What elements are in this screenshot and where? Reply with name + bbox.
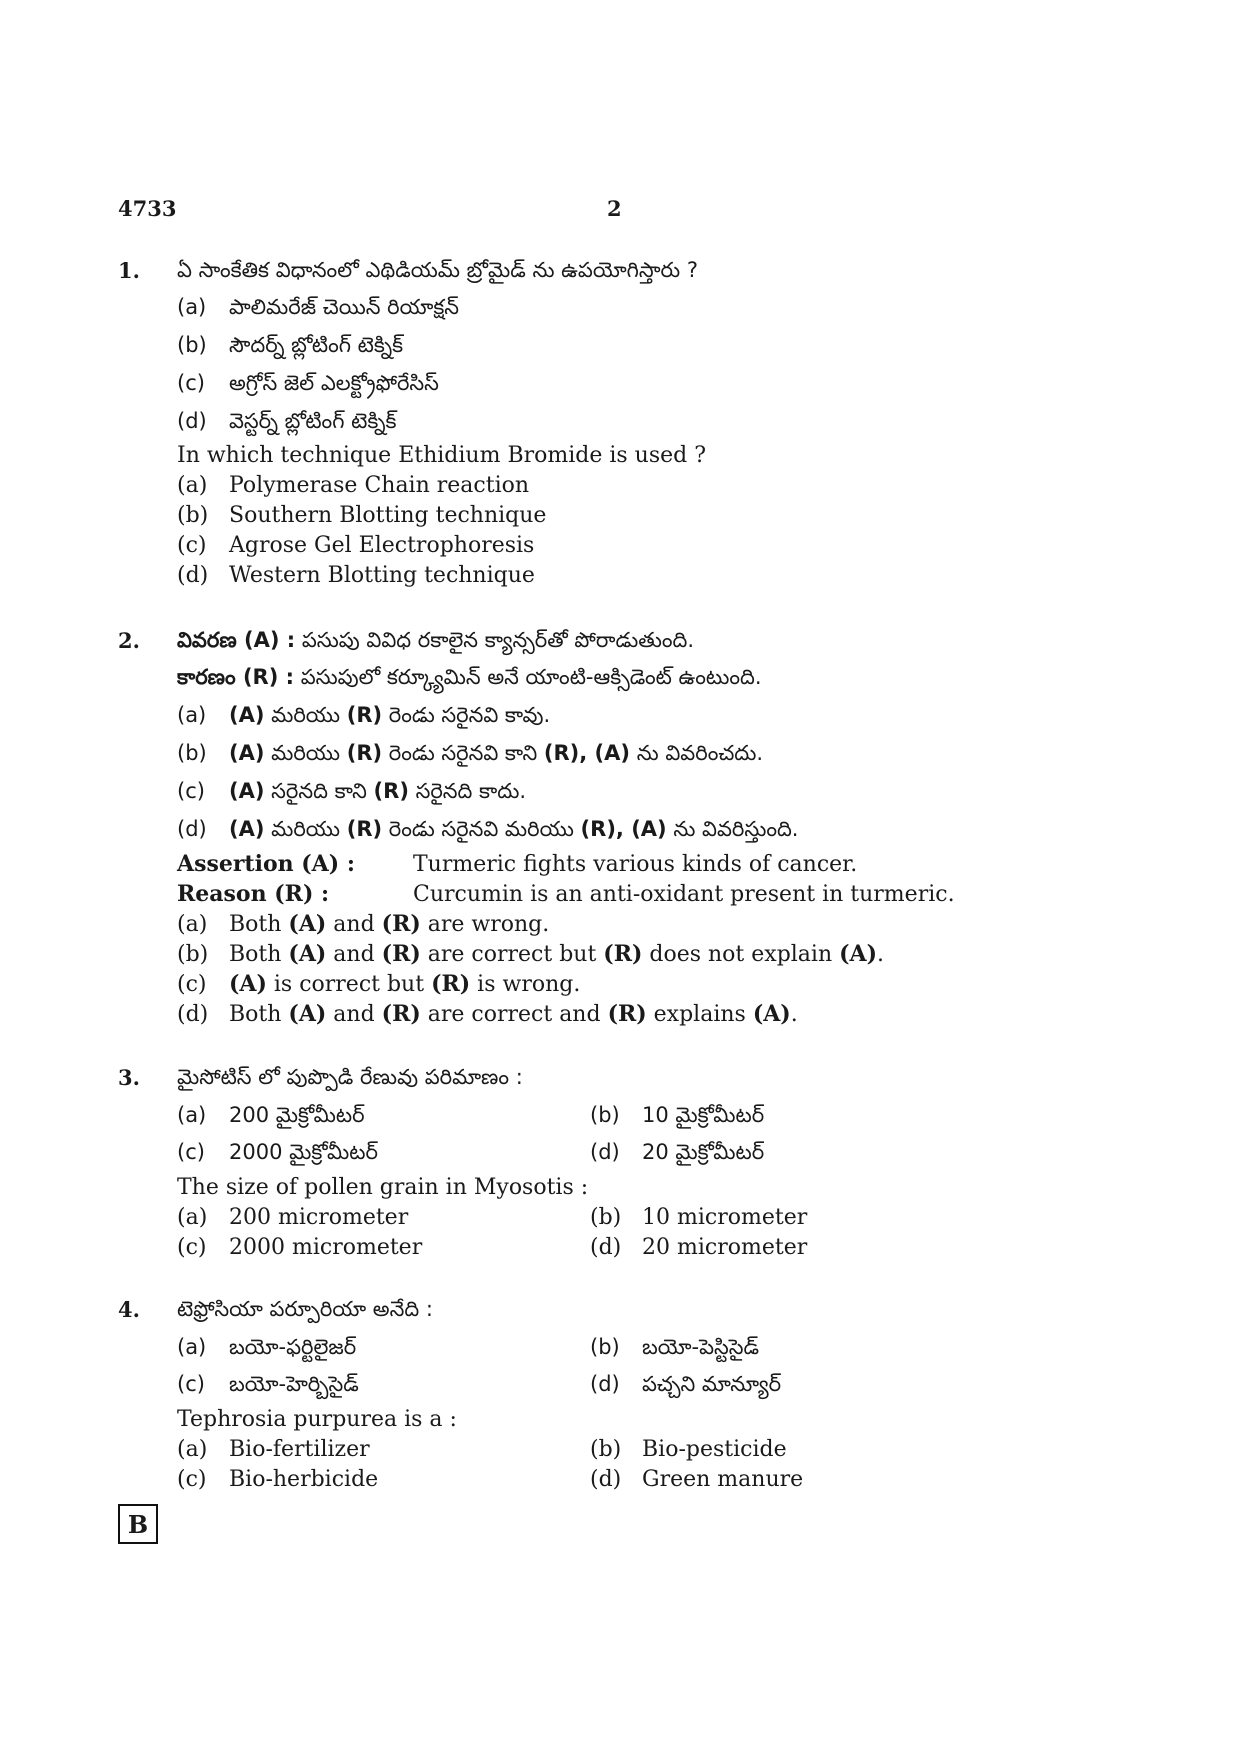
option-part: (R)	[603, 941, 643, 967]
q3-english-option-d	[590, 1233, 807, 1263]
q4-telugu-option-b	[590, 1332, 759, 1362]
question-number-4: 4.	[118, 1297, 140, 1322]
q1-english-option-a	[177, 471, 529, 501]
option-tag: (a)	[177, 1103, 207, 1127]
option-part: and	[326, 1002, 382, 1027]
option-tag: (d)	[177, 563, 209, 588]
q2-english-option-a	[177, 909, 549, 939]
reason-text: Curcumin is an anti-oxidant present in turmeric.	[413, 882, 955, 907]
option-text: Polymerase Chain reaction	[229, 473, 530, 498]
question-number-2: 2.	[118, 628, 140, 653]
assertion-text: Turmeric fights various kinds of cancer.	[413, 852, 858, 877]
q4-telugu-stem: టెఫ్రోసియా పర్పూరియా అనేది :	[177, 1297, 433, 1321]
option-part: (A)	[288, 911, 327, 937]
option-part: Both	[229, 1002, 289, 1027]
option-part: (A)	[839, 941, 878, 967]
q3-telugu-option-b	[590, 1100, 764, 1130]
option-text: 20 micrometer	[642, 1235, 808, 1260]
option-tag: (a)	[177, 1205, 208, 1230]
option-text: బయో-హెర్బిసైడ్	[229, 1372, 359, 1396]
assertion-label: వివరణ (A) :	[177, 628, 296, 652]
option-part: (R), (A)	[543, 741, 631, 765]
option-text: 200 మైక్రోమీటర్	[229, 1103, 365, 1127]
q3-english-option-a	[177, 1203, 408, 1233]
option-tag: (d)	[590, 1467, 622, 1492]
q2-telugu-assertion	[177, 625, 694, 655]
q1-english-option-b	[177, 501, 546, 531]
option-part: (A)	[752, 1001, 791, 1027]
q4-english-option-d	[590, 1465, 803, 1495]
option-part: Both	[229, 942, 289, 967]
option-tag: (c)	[177, 1467, 207, 1492]
q2-english-option-b	[177, 939, 884, 969]
option-tag: (a)	[177, 295, 207, 319]
paper-code: 4733	[118, 196, 177, 221]
option-tag: (b)	[590, 1437, 622, 1462]
option-tag: (d)	[177, 409, 207, 433]
option-tag: (c)	[177, 779, 205, 803]
assertion-label: Assertion (A) :	[177, 851, 355, 877]
option-part: (R)	[373, 779, 409, 803]
option-part: (A)	[229, 779, 265, 803]
q2-telugu-option-c	[177, 776, 526, 806]
reason-label: కారణం (R) :	[177, 665, 295, 689]
option-tag: (b)	[590, 1205, 622, 1230]
option-part: (R)	[346, 703, 383, 727]
option-part: (R)	[346, 741, 383, 765]
option-text: Bio-pesticide	[642, 1437, 787, 1462]
question-number-1: 1.	[118, 258, 140, 283]
q1-telugu-stem: ఏ సాంకేతిక విధానంలో ఎథిడియమ్ బ్రోమైడ్ ను ఉపయోగిస్తారు ?	[177, 258, 699, 282]
option-tag: (c)	[177, 1235, 207, 1260]
option-text: బయో-ఫర్టిలైజర్	[229, 1335, 357, 1359]
q2-english-assertion	[177, 849, 857, 879]
option-part: (R), (A)	[580, 817, 667, 841]
option-tag: (c)	[177, 371, 205, 395]
q1-telugu-option-b	[177, 330, 403, 360]
option-part: మరియు	[264, 817, 347, 841]
option-tag: (c)	[177, 1372, 205, 1396]
q3-english-stem: The size of pollen grain in Myosotis :	[177, 1175, 589, 1200]
option-part: (R)	[381, 911, 421, 937]
option-tag: (b)	[590, 1103, 620, 1127]
q1-english-option-d	[177, 561, 535, 591]
q1-telugu-option-a	[177, 292, 459, 322]
option-text: Agrose Gel Electrophoresis	[229, 533, 535, 558]
option-part: are correct but	[420, 942, 604, 967]
option-part: explains	[646, 1002, 753, 1027]
q4-telugu-option-a	[177, 1332, 356, 1362]
q2-telugu-option-a	[177, 700, 550, 730]
option-part: సరైనది కాదు.	[408, 779, 527, 803]
option-tag: (a)	[177, 1437, 208, 1462]
q2-telugu-option-d	[177, 814, 799, 844]
option-tag: (b)	[177, 333, 207, 357]
option-text: పచ్చని మాన్యూర్	[642, 1372, 782, 1396]
q3-telugu-option-d	[590, 1137, 764, 1167]
option-part: is wrong.	[470, 972, 581, 997]
option-part: (A)	[229, 703, 265, 727]
page-number: 2	[607, 196, 622, 221]
option-tag: (c)	[177, 1140, 205, 1164]
q2-telugu-reason	[177, 662, 762, 692]
option-part: మరియు	[264, 741, 347, 765]
option-tag: (a)	[177, 912, 208, 937]
q4-english-option-b	[590, 1435, 787, 1465]
option-text: వెస్టర్న్ బ్లోటింగ్ టెక్నిక్	[229, 409, 397, 433]
option-text: 10 మైక్రోమీటర్	[642, 1103, 765, 1127]
option-part: (A)	[229, 741, 265, 765]
q2-english-option-c	[177, 969, 580, 999]
q4-english-option-c	[177, 1465, 378, 1495]
option-text: పాలిమరేజ్ చెయిన్ రియాక్షన్	[229, 295, 460, 319]
option-tag: (d)	[177, 1002, 209, 1027]
option-text: 2000 micrometer	[229, 1235, 423, 1260]
q1-english-option-c	[177, 531, 534, 561]
option-tag: (b)	[177, 741, 207, 765]
option-part: (R)	[381, 1001, 421, 1027]
q1-telugu-option-d	[177, 406, 397, 436]
reason-label: Reason (R) :	[177, 881, 330, 907]
reason-text: పసుపులో కర్క్యూమిన్ అనే యాంటి-ఆక్సిడెంట్ ఉంటుంది.	[300, 665, 762, 689]
option-part: are wrong.	[420, 912, 550, 937]
assertion-text: పసుపు వివిధ రకాలైన క్యాన్సర్‌తో పోరాడుతుంది.	[301, 628, 695, 652]
q4-english-option-a	[177, 1435, 370, 1465]
option-part: (R)	[431, 971, 471, 997]
option-part: Both	[229, 912, 289, 937]
q1-english-stem: In which technique Ethidium Bromide is used ?	[177, 443, 707, 468]
option-part: రెండు సరైనవి కావు.	[382, 703, 551, 727]
option-tag: (d)	[590, 1372, 620, 1396]
option-part: .	[790, 1002, 798, 1027]
q1-telugu-option-c	[177, 368, 439, 398]
option-tag: (b)	[590, 1335, 620, 1359]
option-part: మరియు	[264, 703, 347, 727]
q3-english-option-c	[177, 1233, 422, 1263]
option-part: are correct and	[420, 1002, 608, 1027]
option-part: సరైనది కాని	[264, 779, 374, 803]
option-tag: (b)	[177, 942, 209, 967]
option-part: (R)	[346, 817, 383, 841]
option-tag: (a)	[177, 703, 207, 727]
option-text: Bio-fertilizer	[229, 1437, 370, 1462]
option-text: అగ్రోస్ జెల్ ఎలక్ట్రోఫోరేసిస్	[229, 371, 439, 395]
option-text: 200 micrometer	[229, 1205, 409, 1230]
q3-english-option-b	[590, 1203, 807, 1233]
option-part: .	[877, 942, 885, 967]
option-part: రెండు సరైనవి మరియు	[382, 817, 581, 841]
option-part: (R)	[607, 1001, 647, 1027]
option-text: 20 మైక్రోమీటర్	[642, 1140, 765, 1164]
option-tag: (c)	[177, 533, 207, 558]
option-text: Southern Blotting technique	[229, 503, 547, 528]
option-tag: (c)	[177, 972, 207, 997]
option-text: 2000 మైక్రోమీటర్	[229, 1140, 378, 1164]
option-part: ను వివరిస్తుంది.	[666, 817, 799, 841]
option-tag: (d)	[590, 1140, 620, 1164]
option-tag: (a)	[177, 1335, 207, 1359]
option-part: (A)	[229, 817, 265, 841]
option-text: Western Blotting technique	[229, 563, 535, 588]
option-part: (A)	[229, 971, 267, 997]
q2-telugu-option-b	[177, 738, 763, 768]
q2-english-option-d	[177, 999, 798, 1029]
option-part: (A)	[288, 941, 327, 967]
option-text: 10 micrometer	[642, 1205, 808, 1230]
option-text: Bio-herbicide	[229, 1467, 379, 1492]
q3-telugu-option-a	[177, 1100, 365, 1130]
option-text: Green manure	[642, 1467, 804, 1492]
option-text: బయో-పెస్టిసైడ్	[642, 1335, 760, 1359]
option-part: (R)	[381, 941, 421, 967]
option-part: does not explain	[642, 942, 840, 967]
option-part: ను వివరించదు.	[630, 741, 764, 765]
option-part: is correct but	[266, 972, 432, 997]
q2-english-reason	[177, 879, 955, 909]
q4-telugu-option-d	[590, 1369, 781, 1399]
option-part: రెండు సరైనవి కాని	[382, 741, 544, 765]
option-tag: (b)	[177, 503, 209, 528]
option-tag: (a)	[177, 473, 208, 498]
q3-telugu-stem: మైసోటిస్ లో పుప్పొడి రేణువు పరిమాణం :	[177, 1065, 523, 1089]
option-part: (A)	[288, 1001, 327, 1027]
option-tag: (d)	[177, 817, 207, 841]
option-part: and	[326, 912, 382, 937]
question-number-3: 3.	[118, 1065, 140, 1090]
option-text: సౌదర్న్ బ్లోటింగ్ టెక్నిక్	[229, 333, 404, 357]
q3-telugu-option-c	[177, 1137, 378, 1167]
option-tag: (d)	[590, 1235, 622, 1260]
option-part: and	[326, 942, 382, 967]
q4-telugu-option-c	[177, 1369, 359, 1399]
series-code-box: B	[118, 1504, 158, 1544]
q4-english-stem: Tephrosia purpurea is a :	[177, 1407, 457, 1432]
